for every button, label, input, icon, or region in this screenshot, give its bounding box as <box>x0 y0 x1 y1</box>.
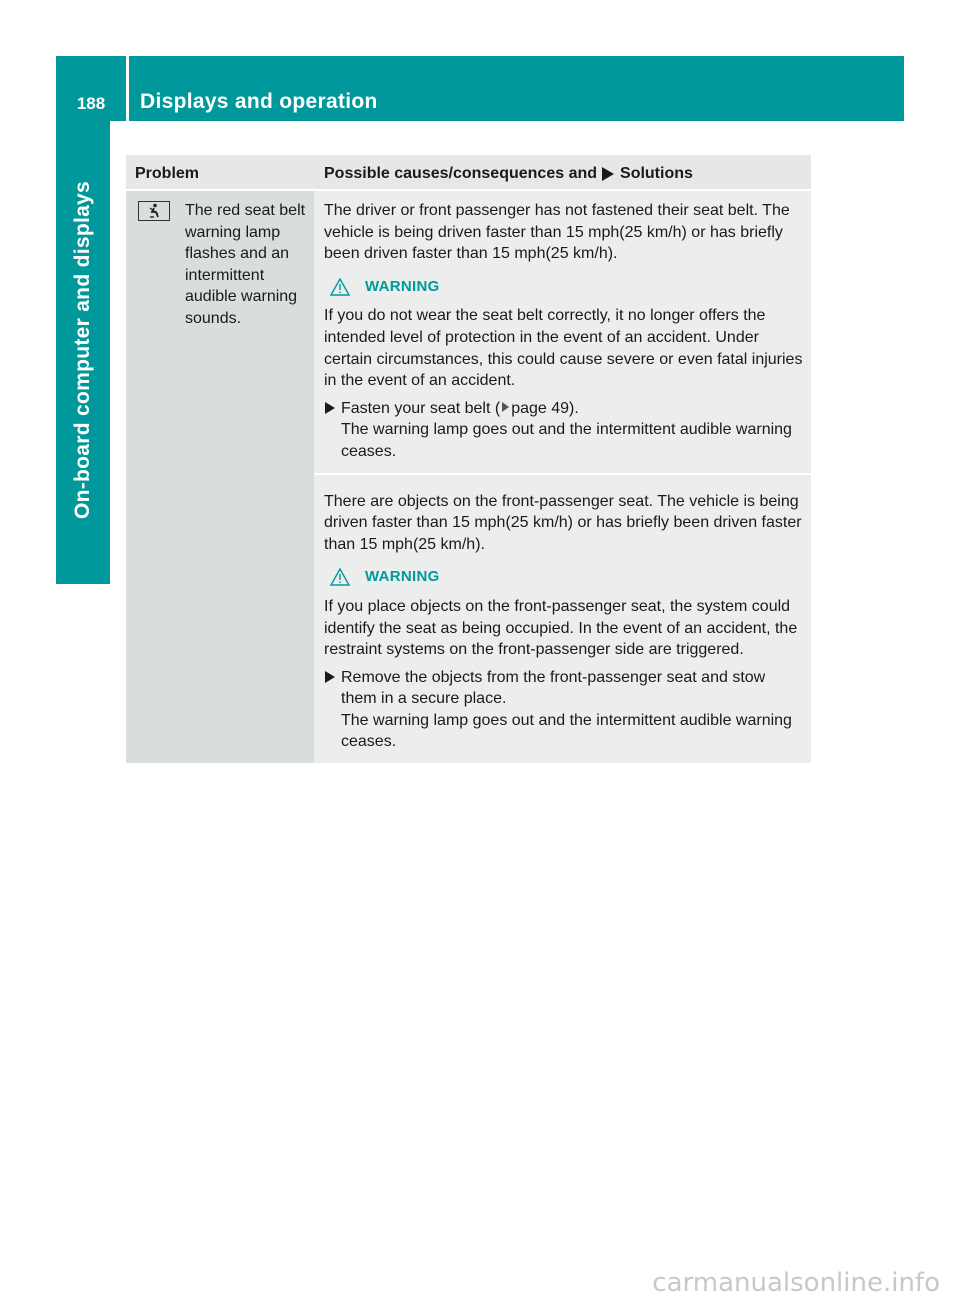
warning-triangle-icon <box>330 278 350 296</box>
page-reference-icon <box>502 402 509 412</box>
warning-label: WARNING <box>365 568 440 586</box>
table-header <box>126 155 811 189</box>
problem-description: The red seat belt warning lamp flashes and an intermittent audible warning sounds. <box>185 202 306 327</box>
footer-watermark: carmanualsonline.info <box>652 1268 940 1298</box>
action-step <box>324 667 803 753</box>
step-text: Fasten your seat belt ( <box>341 399 501 417</box>
step-marker-icon <box>325 402 335 414</box>
header-divider <box>126 56 129 121</box>
step-marker-icon <box>325 671 335 683</box>
step-text: Remove the objects from the front-passenger seat and stow them in a secure place. <box>341 668 766 708</box>
warning-text: If you do not wear the seat belt correctly, it no longer offers the intended level of protection in the event of an accident. Under certain circumstances, this could cause severe or even fatal injuries in the event of an accident. <box>324 307 803 390</box>
cause-text: There are objects on the front-passenger seat. The vehicle is being driven faster than 15 mph(25 km/h) or has briefly been driven faster than 15 mph(25 km/h). <box>324 492 802 553</box>
result-text: The warning lamp goes out and the intermittent audible warning ceases. <box>341 421 792 460</box>
page-reference[interactable]: page 49). <box>511 399 579 417</box>
column-header-solutions-prefix: Possible causes/consequences and <box>324 165 598 182</box>
warning-heading <box>330 276 803 298</box>
side-tab-label: On-board computer and displays <box>71 180 94 520</box>
solution-block-1 <box>314 191 811 473</box>
result-text: The warning lamp goes out and the intermittent audible warning ceases. <box>341 711 792 751</box>
column-header-solutions-suffix: Solutions <box>620 165 693 182</box>
solution-block-2 <box>314 473 811 764</box>
section-title: Displays and operation <box>140 90 378 113</box>
page-number: 188 <box>76 94 106 113</box>
table-body <box>126 189 811 763</box>
action-step <box>324 398 803 463</box>
cause-text: The driver or front passenger has not fastened their seat belt. The vehicle is being driven faster than 15 mph(25 km/h) or has briefly been driven faster than 15 mph(25 km/h). <box>324 202 790 263</box>
problem-cell <box>126 189 314 763</box>
column-header-solutions <box>314 155 811 189</box>
warning-triangle-icon <box>330 568 350 586</box>
problem-solution-table <box>126 155 811 763</box>
warning-heading <box>330 566 803 588</box>
solutions-cell <box>314 189 811 763</box>
warning-text: If you place objects on the front-passenger seat, the system could identify the seat as being occupied. In the event of an accident, the restraint systems on the front-passenger side are triggered. <box>324 597 798 659</box>
seat-belt-warning-icon <box>138 201 170 221</box>
column-header-problem: Problem <box>135 165 200 182</box>
warning-label: WARNING <box>365 277 440 295</box>
arrow-right-icon <box>602 167 614 181</box>
